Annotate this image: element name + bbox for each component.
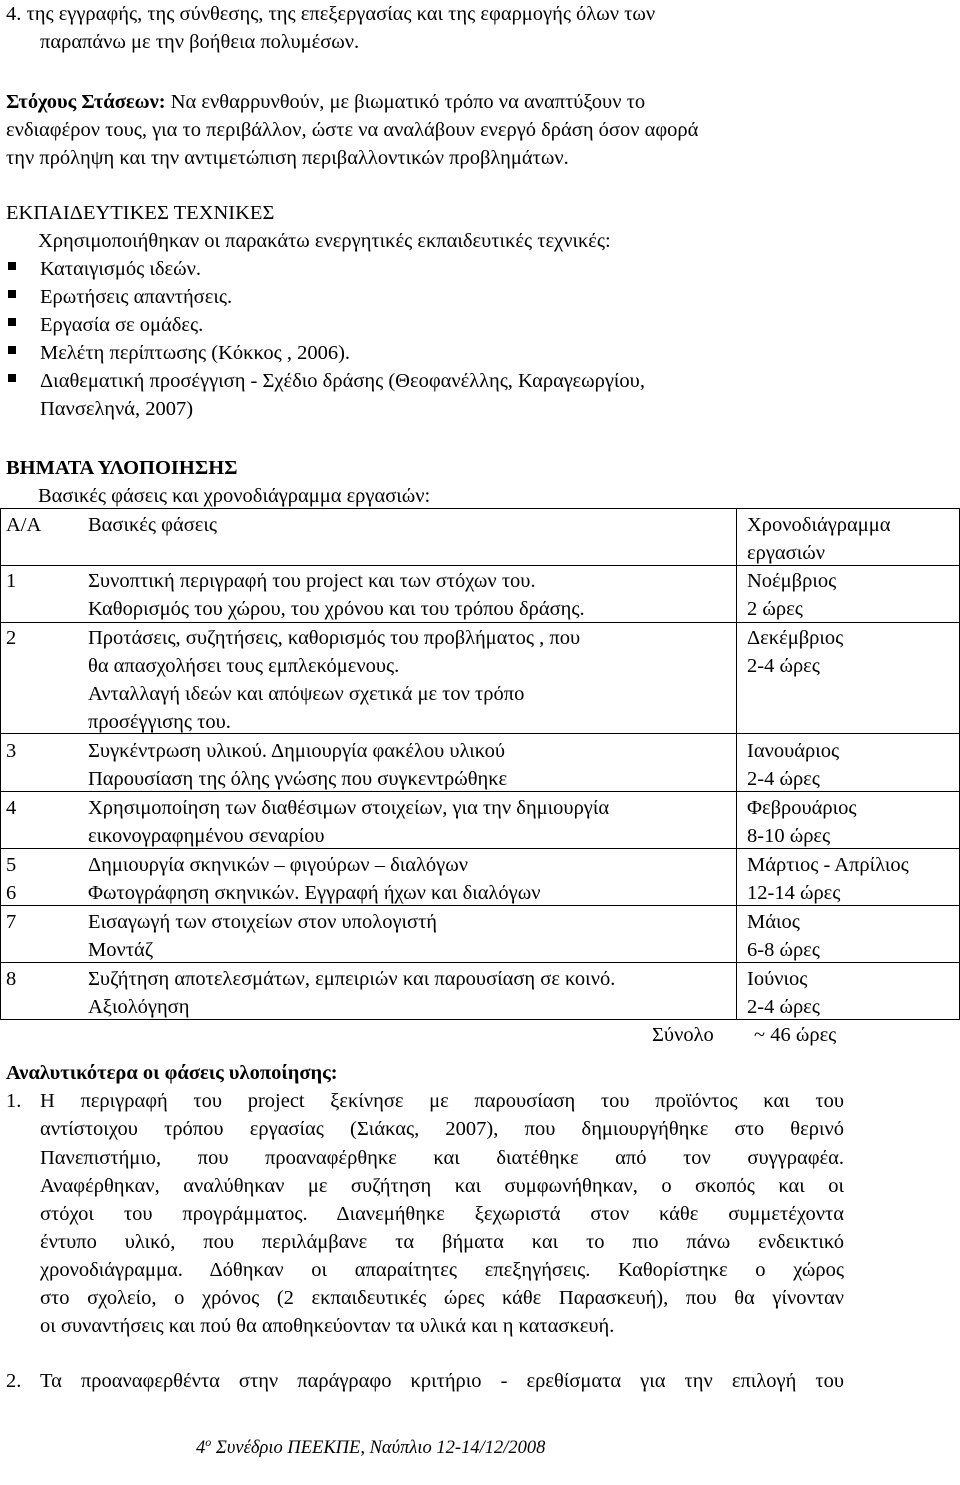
attitude-goals-text1: Να ενθαρρυνθούν, με βιωματικό τρόπο να αναπτύξουν το: [165, 91, 646, 113]
technique-item-cont: Πανσεληνά, 2007): [40, 398, 194, 420]
details-p1-line: στόχοι του προγράμματος. Διανεμήθηκε ξεχωριστά στον κάθε συμμετέχοντα: [40, 1203, 844, 1225]
row-month: Φεβρουάριος: [747, 797, 857, 819]
table-left-border: [0, 508, 1, 1020]
details-p2-number: 2.: [6, 1370, 22, 1392]
techniques-intro: Χρησιμοποιήθηκαν οι παρακάτω ενεργητικές εκπαιδευτικές τεχνικές:: [38, 230, 611, 252]
details-p1-line: Η περιγραφή του project ξεκίνησε με παρουσίαση του προϊόντος και του: [40, 1090, 844, 1112]
footer-ordinal: ο: [205, 1434, 212, 1449]
row-number: 7: [6, 911, 17, 933]
row-month: Νοέμβριος: [747, 570, 837, 592]
table-row-divider: [0, 962, 960, 963]
details-p1-line: Πανεπιστήμιο, που προαναφέρθηκε και διατέθηκε από τον συγγραφέα.: [40, 1147, 844, 1169]
bullet-icon: [8, 346, 16, 354]
bullet-icon: [8, 374, 16, 382]
bullet-icon: [8, 290, 16, 298]
row-phase-line: Καθορισμός του χώρου, του χρόνου και του τρόπου δράσης.: [88, 598, 585, 620]
techniques-heading: ΕΚΠΑΙΔΕΥΤΙΚΕΣ ΤΕΧΝΙΚΕΣ: [6, 202, 275, 224]
steps-subheading: Βασικές φάσεις και χρονοδιάγραμμα εργασιών:: [38, 485, 431, 507]
row-number: 5: [6, 854, 17, 876]
details-p1-line: αντίστοιχου τρόπου εργασίας (Σιάκας, 2007), που δημιουργήθηκε στο θερινό: [40, 1118, 844, 1140]
details-p1-line: έντυπο υλικό, που περιλάμβανε τα βήματα και το πιο πάνω ενδεικτικό: [40, 1231, 844, 1253]
row-number: 4: [6, 797, 17, 819]
technique-item: Εργασία σε ομάδες.: [40, 314, 204, 336]
row-phase-line: Παρουσίαση της όλης γνώσης που συγκεντρώθηκε: [88, 768, 508, 790]
table-row-divider: [0, 733, 960, 734]
table-row-divider: [0, 848, 960, 849]
details-p1-line: χρονοδιάγραμμα. Δόθηκαν οι απαραίτητες επεξηγήσεις. Καθορίστηκε ο χώρος: [40, 1259, 844, 1281]
attitude-goals-line1: [6, 92, 645, 113]
total-label: Σύνολο: [652, 1024, 714, 1046]
row-phase-line: Συζήτηση αποτελεσμάτων, εμπειριών και παρουσίαση σε κοινό.: [88, 968, 616, 990]
table-row-divider: [0, 622, 960, 623]
row-hours: 8-10 ώρες: [747, 825, 831, 847]
row-phase-line: θα απασχολήσει τους εμπλεκόμενους.: [88, 655, 400, 677]
row-number: 8: [6, 968, 17, 990]
row-month: Ιανουάριος: [747, 740, 840, 762]
row-phase-line: Ανταλλαγή ιδεών και απόψεων σχετικά με τον τρόπο: [88, 683, 525, 705]
details-p1-number: 1.: [6, 1090, 22, 1112]
details-p1-line: Αναφέρθηκαν, αναλύθηκαν με συζήτηση και συμφωνήθηκαν, ο σκοπός και οι: [40, 1175, 844, 1197]
attitude-goals-label: Στόχους Στάσεων:: [6, 91, 166, 113]
item4-line1: 4. της εγγραφής, της σύνθεσης, της επεξεργασίας και της εφαρμογής όλων των: [6, 3, 656, 25]
col-schedule-header-2: εργασιών: [747, 542, 825, 564]
col-phase-header: Βασικές φάσεις: [88, 514, 218, 536]
row-hours: 6-8 ώρες: [747, 939, 820, 961]
table-row-divider: [0, 791, 960, 792]
table-column-divider: [736, 508, 737, 1020]
row-phase-line: εικονογραφημένου σεναρίου: [88, 825, 325, 847]
row-phase-line: προσέγγισης του.: [88, 711, 231, 733]
row-hours: 2 ώρες: [747, 598, 803, 620]
attitude-goals-line3: την πρόληψη και την αντιμετώπιση περιβαλλοντικών προβλημάτων.: [6, 147, 569, 169]
footer-number: 4: [196, 1438, 206, 1458]
details-p1-line: στο σχολείο, ο χρόνος (2 εκπαιδευτικές ώρες κάθε Παρασκευή), που θα γίνονταν: [40, 1287, 844, 1309]
row-number: 1: [6, 570, 17, 592]
attitude-goals-line2: ενδιαφέρον τους, για το περιβάλλον, ώστε να αναλάβουν ενεργό δράση όσον αφορά: [6, 119, 699, 141]
footer-text: Συνέδριο ΠΕΕΚΠΕ, Ναύπλιο 12-14/12/2008: [211, 1438, 546, 1458]
table-row-divider: [0, 565, 960, 566]
details-p2-line: Τα προαναφερθέντα στην παράγραφο κριτήριο - ερεθίσματα για την επιλογή του: [40, 1370, 844, 1392]
total-value: ~ 46 ώρες: [754, 1024, 837, 1046]
item4-line2: παραπάνω με την βοήθεια πολυμέσων.: [40, 31, 360, 53]
row-phase-line: Φωτογράφηση σκηνικών. Εγγραφή ήχων και διαλόγων: [88, 882, 541, 904]
row-phase-line: Χρησιμοποίηση των διαθέσιμων στοιχείων, για την δημιουργία: [88, 797, 610, 819]
row-number: 2: [6, 627, 17, 649]
row-number: 3: [6, 740, 17, 762]
row-phase-line: Συγκέντρωση υλικού. Δημιουργία φακέλου υλικού: [88, 740, 506, 762]
row-hours: 12-14 ώρες: [747, 882, 841, 904]
row-hours: 2-4 ώρες: [747, 655, 820, 677]
details-heading: Αναλυτικότερα οι φάσεις υλοποίησης:: [6, 1062, 338, 1084]
technique-item: Καταιγισμός ιδεών.: [40, 258, 202, 280]
col-num-header: Α/Α: [6, 514, 42, 536]
details-p1-last-line: οι συναντήσεις και πού θα αποθηκεύονταν τα υλικά και η κατασκευή.: [40, 1315, 615, 1337]
row-month: Μάιος: [747, 911, 800, 933]
row-phase-line: Μοντάζ: [88, 939, 154, 961]
page-footer: [196, 1434, 546, 1458]
bullet-icon: [8, 262, 16, 270]
row-phase-line: Δημιουργία σκηνικών – φιγούρων – διαλόγων: [88, 854, 469, 876]
row-month: Μάρτιος - Απρίλιος: [747, 854, 909, 876]
row-phase-line: Προτάσεις, συζητήσεις, καθορισμός του προβλήματος , που: [88, 627, 581, 649]
technique-item: Μελέτη περίπτωσης (Κόκκος , 2006).: [40, 342, 351, 364]
row-hours: 2-4 ώρες: [747, 768, 820, 790]
technique-item: Διαθεματική προσέγγιση - Σχέδιο δράσης (Θεοφανέλλης, Καραγεωργίου,: [40, 370, 645, 392]
row-number: 6: [6, 882, 17, 904]
row-phase-line: Αξιολόγηση: [88, 996, 190, 1018]
table-row-divider: [0, 905, 960, 906]
row-month: Ιούνιος: [747, 968, 808, 990]
row-month: Δεκέμβριος: [747, 627, 844, 649]
row-phase-line: Εισαγωγή των στοιχείων στον υπολογιστή: [88, 911, 438, 933]
table-bottom-border: [0, 1019, 960, 1020]
technique-item: Ερωτήσεις απαντήσεις.: [40, 286, 233, 308]
row-hours: 2-4 ώρες: [747, 996, 820, 1018]
row-phase-line: Συνοπτική περιγραφή του project και των στόχων του.: [88, 570, 536, 592]
table-top-border: [0, 508, 960, 509]
steps-heading: ΒΗΜΑΤΑ ΥΛΟΠΟΙΗΣΗΣ: [6, 457, 238, 479]
col-schedule-header: Χρονοδιάγραμμα: [747, 514, 891, 536]
bullet-icon: [8, 318, 16, 326]
